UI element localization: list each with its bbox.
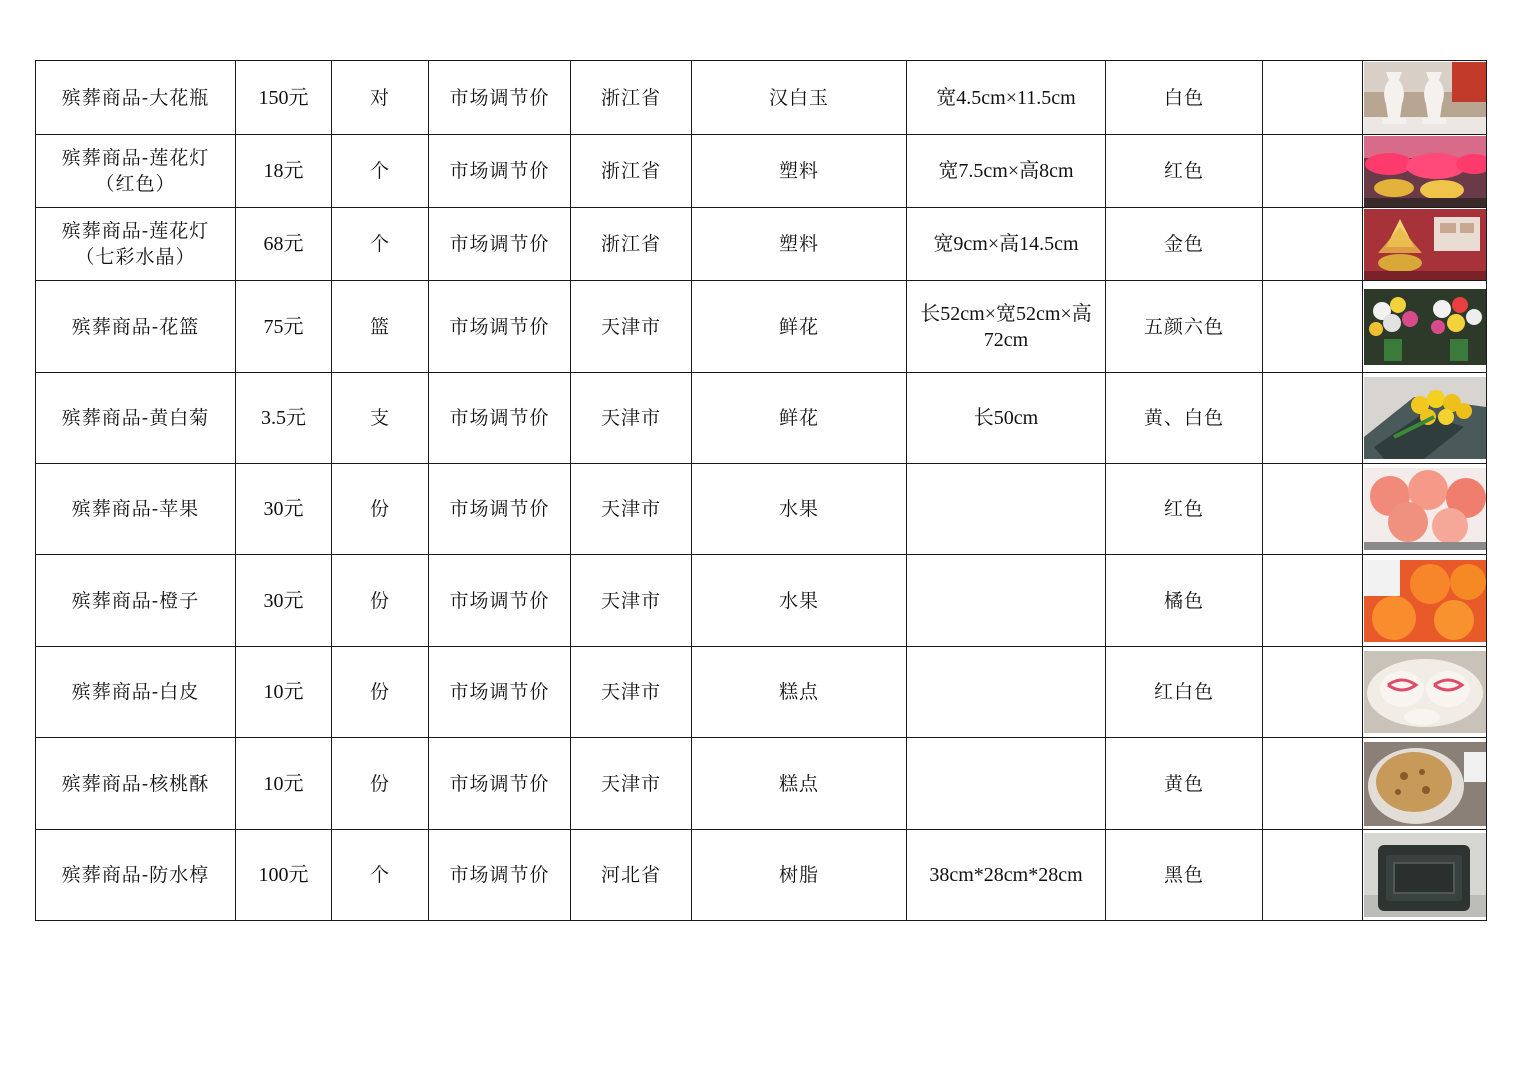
- note-cell: [1263, 647, 1363, 738]
- origin-cell: 浙江省: [571, 208, 692, 281]
- price-cell: 3.5元: [236, 373, 332, 464]
- photo-cell: [1363, 208, 1487, 281]
- color-cell: 黑色: [1106, 830, 1263, 921]
- material-cell: 鲜花: [692, 373, 907, 464]
- unit-cell: 个: [332, 208, 429, 281]
- photo-cell: [1363, 135, 1487, 208]
- note-cell: [1263, 373, 1363, 464]
- origin-cell: 天津市: [571, 647, 692, 738]
- pricing-type-cell: 市场调节价: [429, 830, 571, 921]
- price-cell: 30元: [236, 464, 332, 555]
- photo-cell: [1363, 830, 1487, 921]
- table-row: [36, 281, 1487, 373]
- pricing-type-cell: 市场调节价: [429, 464, 571, 555]
- oranges-photo: [1364, 560, 1486, 642]
- material-cell: 塑料: [692, 135, 907, 208]
- note-cell: [1263, 738, 1363, 830]
- material-cell: 塑料: [692, 208, 907, 281]
- unit-cell: 份: [332, 647, 429, 738]
- price-cell: 10元: [236, 738, 332, 830]
- origin-cell: 天津市: [571, 464, 692, 555]
- material-cell: 糕点: [692, 647, 907, 738]
- red-lotus-lamp-photo: [1364, 136, 1486, 207]
- color-cell: 五颜六色: [1106, 281, 1263, 373]
- price-cell: 30元: [236, 555, 332, 647]
- table-row: [36, 647, 1487, 738]
- material-cell: 水果: [692, 555, 907, 647]
- pricing-type-cell: 市场调节价: [429, 555, 571, 647]
- table-row: [36, 61, 1487, 135]
- photo-cell: [1363, 738, 1487, 830]
- note-cell: [1263, 135, 1363, 208]
- pricing-type-cell: 市场调节价: [429, 373, 571, 464]
- unit-cell: 份: [332, 738, 429, 830]
- white-vases-photo: [1364, 62, 1486, 134]
- color-cell: 橘色: [1106, 555, 1263, 647]
- table-row: [36, 555, 1487, 647]
- table-row: [36, 135, 1487, 208]
- note-cell: [1263, 208, 1363, 281]
- note-cell: [1263, 281, 1363, 373]
- pricing-type-cell: 市场调节价: [429, 281, 571, 373]
- note-cell: [1263, 464, 1363, 555]
- table-row: [36, 830, 1487, 921]
- unit-cell: 份: [332, 464, 429, 555]
- product-name-cell: 殡葬商品-莲花灯（七彩水晶）: [36, 208, 236, 281]
- color-cell: 红色: [1106, 135, 1263, 208]
- product-name-cell: 殡葬商品-核桃酥: [36, 738, 236, 830]
- price-cell: 150元: [236, 61, 332, 135]
- origin-cell: 天津市: [571, 281, 692, 373]
- table-row: [36, 208, 1487, 281]
- product-name-cell: 殡葬商品-花篮: [36, 281, 236, 373]
- color-cell: 红色: [1106, 464, 1263, 555]
- walnut-cake-photo: [1364, 742, 1486, 826]
- product-name-cell: 殡葬商品-莲花灯（红色）: [36, 135, 236, 208]
- color-cell: 金色: [1106, 208, 1263, 281]
- chrysanthemum-photo: [1364, 377, 1486, 459]
- unit-cell: 支: [332, 373, 429, 464]
- photo-cell: [1363, 373, 1487, 464]
- note-cell: [1263, 555, 1363, 647]
- material-cell: 糕点: [692, 738, 907, 830]
- white-pastry-photo: [1364, 651, 1486, 733]
- crystal-lotus-lamp-photo: [1364, 209, 1486, 280]
- flower-basket-photo: [1364, 289, 1486, 365]
- price-cell: 10元: [236, 647, 332, 738]
- spec-cell: [907, 464, 1106, 555]
- product-name-cell: 殡葬商品-橙子: [36, 555, 236, 647]
- pricing-type-cell: 市场调节价: [429, 61, 571, 135]
- product-name-cell: 殡葬商品-黄白菊: [36, 373, 236, 464]
- material-cell: 汉白玉: [692, 61, 907, 135]
- spec-cell: 长52cm×宽52cm×高72cm: [907, 281, 1106, 373]
- spec-cell: 长50cm: [907, 373, 1106, 464]
- price-cell: 75元: [236, 281, 332, 373]
- origin-cell: 天津市: [571, 373, 692, 464]
- pricing-type-cell: 市场调节价: [429, 135, 571, 208]
- origin-cell: 浙江省: [571, 61, 692, 135]
- photo-cell: [1363, 464, 1487, 555]
- product-name-cell: 殡葬商品-大花瓶: [36, 61, 236, 135]
- origin-cell: 浙江省: [571, 135, 692, 208]
- product-name-cell: 殡葬商品-苹果: [36, 464, 236, 555]
- color-cell: 黄色: [1106, 738, 1263, 830]
- photo-cell: [1363, 555, 1487, 647]
- unit-cell: 份: [332, 555, 429, 647]
- price-cell: 18元: [236, 135, 332, 208]
- spec-cell: [907, 647, 1106, 738]
- unit-cell: 篮: [332, 281, 429, 373]
- spec-cell: 宽7.5cm×高8cm: [907, 135, 1106, 208]
- apples-photo: [1364, 468, 1486, 550]
- origin-cell: 天津市: [571, 738, 692, 830]
- product-name-cell: 殡葬商品-白皮: [36, 647, 236, 738]
- material-cell: 鲜花: [692, 281, 907, 373]
- note-cell: [1263, 830, 1363, 921]
- spec-cell: 宽9cm×高14.5cm: [907, 208, 1106, 281]
- price-cell: 68元: [236, 208, 332, 281]
- product-name-cell: 殡葬商品-防水椁: [36, 830, 236, 921]
- unit-cell: 个: [332, 135, 429, 208]
- photo-cell: [1363, 647, 1487, 738]
- spec-cell: [907, 555, 1106, 647]
- table-row: [36, 464, 1487, 555]
- waterproof-vault-photo: [1364, 833, 1486, 917]
- material-cell: 树脂: [692, 830, 907, 921]
- pricing-type-cell: 市场调节价: [429, 647, 571, 738]
- table-row: [36, 373, 1487, 464]
- table-row: [36, 738, 1487, 830]
- color-cell: 白色: [1106, 61, 1263, 135]
- unit-cell: 对: [332, 61, 429, 135]
- color-cell: 黄、白色: [1106, 373, 1263, 464]
- price-cell: 100元: [236, 830, 332, 921]
- pricing-type-cell: 市场调节价: [429, 208, 571, 281]
- origin-cell: 河北省: [571, 830, 692, 921]
- photo-cell: [1363, 61, 1487, 135]
- photo-cell: [1363, 281, 1487, 373]
- spec-cell: 宽4.5cm×11.5cm: [907, 61, 1106, 135]
- spec-cell: 38cm*28cm*28cm: [907, 830, 1106, 921]
- color-cell: 红白色: [1106, 647, 1263, 738]
- product-price-table: [35, 60, 1487, 921]
- origin-cell: 天津市: [571, 555, 692, 647]
- spec-cell: [907, 738, 1106, 830]
- note-cell: [1263, 61, 1363, 135]
- material-cell: 水果: [692, 464, 907, 555]
- pricing-type-cell: 市场调节价: [429, 738, 571, 830]
- unit-cell: 个: [332, 830, 429, 921]
